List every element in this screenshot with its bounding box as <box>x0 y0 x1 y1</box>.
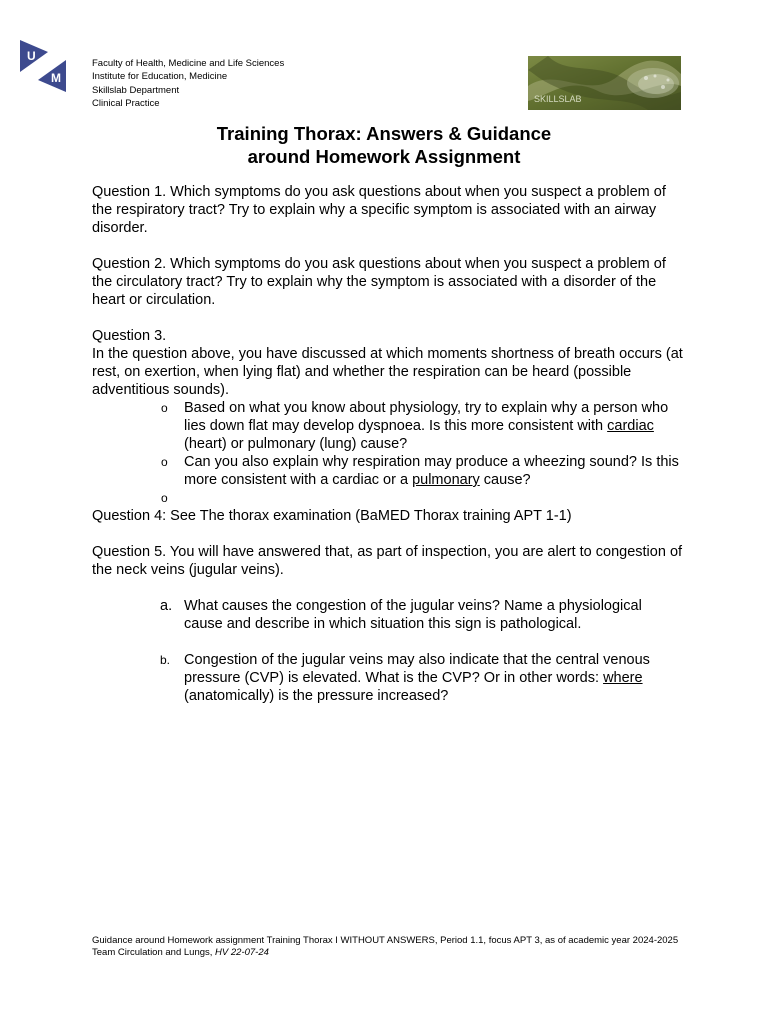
underlined-word: where <box>603 670 643 686</box>
institute-line: Institute for Education, Medicine <box>92 71 228 83</box>
footer-line-2: Team Circulation and Lungs, HV 22-07-24 <box>92 947 269 959</box>
list-item: a. What causes the congestion of the jugular veins? Name a physiological cause and describe in which situation this sign is pathological. <box>160 598 642 632</box>
question-3-heading: Question 3. <box>92 328 167 344</box>
bullet-icon: o <box>161 455 168 469</box>
footer-line-1: Guidance around Homework assignment Training Thorax I WITHOUT ANSWERS, Period 1.1, focus APT 3, as of academic year 2024-2025 <box>92 935 679 946</box>
bullet-icon: o <box>161 491 168 505</box>
question-3-intro: In the question above, you have discussed at which moments shortness of breath occurs (at rest, on exertion, when lying flat) and whether the respiration can be heard (possible adventitious sounds). <box>92 346 683 398</box>
page-footer <box>92 935 682 959</box>
bullet-icon: o <box>161 401 168 415</box>
title-line-1: Training Thorax: Answers & Guidance <box>216 123 552 144</box>
item-label-a: a. <box>160 598 173 614</box>
department-line: Skillslab Department <box>92 84 180 96</box>
document-title <box>0 122 768 168</box>
document-body <box>92 183 684 705</box>
question-5-intro: Question 5. You will have answered that, as part of inspection, you are alert to congestion of the neck veins (jugular veins). <box>92 544 683 578</box>
question-4: Question 4: See The thorax examination (BaMED Thorax training APT 1-1) <box>92 508 572 524</box>
logo-letter-m: M <box>51 71 61 85</box>
um-logo <box>18 38 68 94</box>
faculty-line: Faculty of Health, Medicine and Life Sciences <box>92 58 285 69</box>
underlined-word: pulmonary <box>412 472 480 488</box>
logo-letter-u: U <box>27 49 36 63</box>
faculty-block <box>92 57 284 110</box>
list-item: o Can you also explain why respiration may produce a wheezing sound? Is this more consistent with a cardiac or a pulmonary cause? <box>161 454 679 488</box>
underlined-word: cardiac <box>607 418 654 434</box>
list-item: o Based on what you know about physiology, try to explain why a person who lies down flat may develop dyspnoea. Is this more consistent with cardiac (heart) or pulmonary (lung) cause? <box>161 400 669 452</box>
clinical-practice-line: Clinical Practice <box>92 97 160 109</box>
title-line-2: around Homework Assignment <box>247 146 521 167</box>
item-label-b: b. <box>160 653 171 667</box>
list-item <box>92 489 684 507</box>
question-3-bullets <box>92 399 684 507</box>
question-2: Question 2. Which symptoms do you ask questions about when you suspect a problem of the circulatory tract? Try to explain why the symptom is associated with a disorder of the heart or circulation. <box>92 256 666 308</box>
skillslab-image <box>528 56 681 110</box>
question-5-subquestions <box>92 597 684 705</box>
question-1: Question 1. Which symptoms do you ask questions about when you suspect a problem of the respiratory tract? Try to explain why a specific symptom is associated with an airway disorder. <box>92 184 666 236</box>
skillslab-label: SKILLSLAB <box>534 94 582 104</box>
list-item: b. Congestion of the jugular veins may also indicate that the central venous pressure (CVP) is elevated. What is the CVP? Or in other words: where (anatomically) is the pressure increased? <box>160 652 650 704</box>
